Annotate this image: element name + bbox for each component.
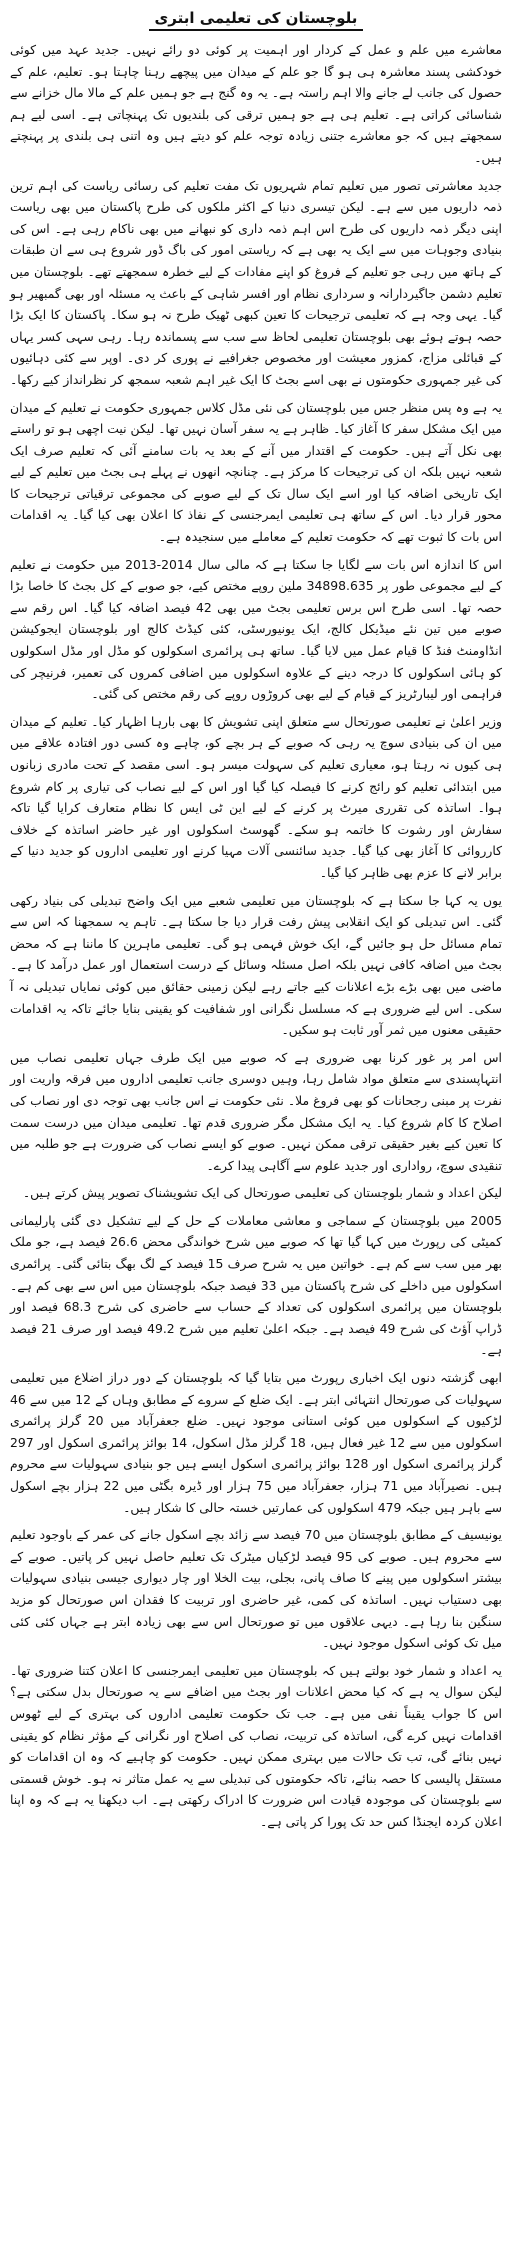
article-paragraph: ابھی گزشتہ دنوں ایک اخباری رپورٹ میں بتایا گیا کہ بلوچستان کے دور دراز اضلاع میں تعلیمی سہولیات کی صورتحال انتہائی ابتر ہے۔ ایک ضلع کے سروے کے مطابق وہاں کے 12 میں سے 46 لڑکیوں کے اسکولوں میں کوئی استانی موجود نہیں۔ ضلع جعفرآباد میں 20 گرلز پرائمری اسکولوں میں سے 12 غیر فعال ہیں، 18 گرلز مڈل اسکول، 14 بوائز پرائمری اسکول اور 297 گرلز پرائمری اسکول اور 128 بوائز پرائمری اسکول ایسے ہیں جو بنیادی سہولیات سے محروم ہیں۔ نصیرآباد میں 71 ہزار، جعفرآباد میں 75 ہزار اور ڈیرہ بگٹی میں 22 ہزار بچے اسکول سے باہر ہیں جبکہ 479 اسکولوں کی عمارتیں خستہ حالی کا شکار ہیں۔ — [10, 1370, 502, 1515]
article-paragraph: یہ ہے وہ پس منظر جس میں بلوچستان کی نئی مڈل کلاس جمہوری حکومت نے تعلیم کے میدان میں ایک مشکل سفر کا آغاز کیا۔ ظاہر ہے یہ سفر آسان نہیں تھا۔ لیکن نیت اچھی ہو تو راستے بھی نکل آتے ہیں۔ حکومت کے اقتدار میں آنے کے بعد یہ بات سامنے آئی کہ تعلیم صرف ایک شعبہ نہیں بلکہ ان کی ترجیحات کا مرکز ہے۔ چنانچہ انھوں نے پہلے ہی بجٹ میں تعلیم کے لیے ایک تاریخی اضافہ کیا اور اسے ایک سال تک کے لیے صوبے کی مجموعی ترقیاتی ترجیحات کا محور قرار دیا۔ اس کے ساتھ ہی تعلیمی ایمرجنسی کے نفاذ کا اعلان بھی کیا گیا۔ یہ اقدامات اس بات کا ثبوت تھے کہ حکومت تعلیم کے معاملے میں سنجیدہ ہے۔ — [10, 399, 502, 545]
article-paragraph: 2005 میں بلوچستان کے سماجی و معاشی معاملات کے حل کے لیے تشکیل دی گئی پارلیمانی کمیٹی کی رپورٹ میں کہا گیا تھا کہ صوبے میں شرح خواندگی محض 26.6 فیصد ہے، جو ملک بھر میں سب سے کم ہے۔ خواتین میں یہ شرح صرف 15 فیصد کے لگ بھگ بتائی گئی۔ پرائمری اسکولوں میں داخلے کی شرح پاکستان میں 33 فیصد جبکہ بلوچستان میں اس سے بھی کم ہے۔ بلوچستان میں پرائمری اسکولوں کی تعداد کے حساب سے حاضری کی شرح 68.3 فیصد اور ڈراپ آؤٹ کی شرح 49 فیصد ہے۔ جبکہ اعلیٰ تعلیم میں شرح 49.2 فیصد اور صرف 21 فیصد ہے۔ — [10, 1212, 502, 1358]
article-paragraph: یوں یہ کہا جا سکتا ہے کہ بلوچستان میں تعلیمی شعبے میں ایک واضح تبدیلی کی بنیاد رکھی گئی۔ اس تبدیلی کو ایک انقلابی پیش رفت قرار دیا جا سکتا ہے۔ تاہم یہ سمجھنا کہ اس سے تمام مسائل حل ہو جائیں گے، ایک خوش فہمی ہو گی۔ تعلیمی ماہرین کا ماننا ہے کہ محض بجٹ میں اضافہ کافی نہیں بلکہ اصل مسئلہ وسائل کے درست استعمال اور عمل درآمد کا ہے۔ ماضی میں بھی بڑے بڑے اعلانات کیے جاتے رہے لیکن زمینی حقائق میں کوئی نمایاں تبدیلی نہ آ سکی۔ اس لیے ضروری ہے کہ مسلسل نگرانی اور شفافیت کو یقینی بنایا جائے تاکہ یہ اقدامات حقیقی معنوں میں ثمر آور ثابت ہو سکیں۔ — [10, 892, 502, 1038]
article-body — [10, 39, 502, 1833]
article-paragraph: معاشرے میں علم و عمل کے کردار اور اہمیت پر کوئی دو رائے نہیں۔ جدید عہد میں کوئی خودکشی پسند معاشرہ ہی ہو گا جو علم کے میدان میں پیچھے رہنا چاہتا ہو۔ تعلیم، علم کے حصول کی جانب لے جانے والا اہم راستہ ہے۔ یہ وہ گنج ہے جو ہمیں علم کے مالا مال خزانے سے شناسائی کراتی ہے۔ تعلیم ہی ہے جو ہمیں ترقی کی بلندیوں تک پہنچاتی ہے۔ اسی لیے ہم سمجھتے ہیں کہ جو معاشرے جتنی زیادہ توجہ علم کو دیتے ہیں وہ اتنی ہی بلندی پر پہنچتے ہیں۔ — [10, 42, 502, 165]
article-paragraph: اس کا اندازہ اس بات سے لگایا جا سکتا ہے کہ مالی سال 2014-2013 میں حکومت نے تعلیم کے لیے مجموعی طور پر 34898.635 ملین روپے مختص کیے، جو صوبے کے کل بجٹ کا خاصا بڑا حصہ تھا۔ اسی طرح اس برس تعلیمی بجٹ میں بھی 42 فیصد اضافہ کیا گیا۔ اس رقم سے صوبے میں تین نئے میڈیکل کالج، ایک یونیورسٹی، کئی کیڈٹ کالج اور بلوچستان ایجوکیشن انڈاومنٹ فنڈ کا قیام عمل میں لایا گیا۔ ساتھ ہی پرائمری اسکولوں کو مڈل اور مڈل اسکولوں کو ہائی اسکولوں کا درجہ دینے کے علاوہ اسکولوں میں اضافی کمروں کی تعمیر، فرنیچر کی فراہمی اور لیبارٹریز کے قیام کے لیے بھی کروڑوں روپے کی رقم مختص کی گئی۔ — [10, 556, 502, 702]
article-paragraph: لیکن اعداد و شمار بلوچستان کی تعلیمی صورتحال کی ایک تشویشناک تصویر پیش کرتے ہیں۔ — [22, 1185, 502, 1201]
article-title: بلوچستان کی تعلیمی ابتری — [149, 9, 364, 31]
article-paragraph: وزیر اعلیٰ نے تعلیمی صورتحال سے متعلق اپنی تشویش کا بھی بارہا اظہار کیا۔ تعلیم کے میدان میں ان کی بنیادی سوچ یہ رہی کہ صوبے کے ہر بچے کو، چاہے وہ کسی دور افتادہ علاقے میں ہی کیوں نہ رہتا ہو، معیاری تعلیم کی سہولت میسر ہو۔ اسی مقصد کے تحت مادری زبانوں میں ابتدائی تعلیم کو رائج کرنے کا فیصلہ کیا گیا اور اس کے لیے نصاب کی تیاری پر کام شروع ہوا۔ اساتذہ کی تقرری میرٹ پر کرنے کے لیے این ٹی ایس کا نظام متعارف کرایا گیا تاکہ سفارش اور رشوت کا خاتمہ ہو سکے۔ گھوسٹ اسکولوں اور غیر حاضر اساتذہ کے خلاف کارروائی کا آغاز بھی کیا گیا۔ جدید سائنسی آلات مہیا کرنے اور تعلیمی اداروں کو جدید دنیا کے برابر لانے کا عزم بھی ظاہر کیا گیا۔ — [10, 713, 502, 880]
article-paragraph: جدید معاشرتی تصور میں تعلیم تمام شہریوں تک مفت تعلیم کی رسائی ریاست کی اہم ترین ذمہ داریوں میں سے ہے۔ لیکن تیسری دنیا کے اکثر ملکوں کی طرح پاکستان میں بھی ریاست اپنی دیگر ذمہ داریوں کی طرح اس اہم ذمہ داری کو نبھانے میں بھی ناکام رہی ہے۔ اس کی بنیادی وجوہات میں سے ایک یہ بھی ہے کہ ریاستی امور کی باگ ڈور شروع ہی سے ان طبقات کے ہاتھ میں رہی جو تعلیم کے فروغ کو اپنے مفادات کے لیے خطرہ سمجھتے تھے۔ بلوچستان میں تعلیم دشمن جاگیردارانہ و سرداری نظام اور افسر شاہی کے باعث یہ مسئلہ اور بھی گمبھیر ہو گیا۔ یہی وجہ ہے کہ تعلیمی ترجیحات کا تعین کبھی ٹھیک طرح نہ ہو سکا۔ پاکستان کا ایک بڑا حصہ ہوتے ہوئے بھی بلوچستان تعلیمی لحاظ سے سب سے پسماندہ رہا۔ رہی سہی کسر یہاں کے قبائلی مزاج، کمزور معیشت اور مخصوص جغرافیے نے پوری کر دی۔ اوپر سے کئی دہائیوں کی غیر جمہوری حکومتوں نے بھی اسے بجٹ کا ایک غیر اہم شعبہ سمجھ کر نظرانداز کیے رکھا۔ — [9, 177, 502, 387]
article-header — [10, 8, 502, 31]
article-paragraph: اس امر پر غور کرنا بھی ضروری ہے کہ صوبے میں ایک طرف جہاں تعلیمی نصاب میں انتہاپسندی سے متعلق مواد شامل رہا، وہیں دوسری جانب تعلیمی اداروں میں فرقہ واریت اور نفرت پر مبنی رجحانات کو بھی فروغ ملا۔ نئی حکومت نے اس جانب بھی توجہ دی اور نصاب کی اصلاح کا کام شروع کیا۔ یہ ایک مشکل مگر ضروری قدم تھا۔ تعلیمی میدان میں درست سمت کا تعین کیے بغیر حقیقی ترقی ممکن نہیں۔ صوبے کو ایسے نصاب کی ضرورت ہے جو طلبہ میں تنقیدی سوچ، رواداری اور جدید علوم سے آگاہی پیدا کرے۔ — [10, 1049, 502, 1173]
article-paragraph: یہ اعداد و شمار خود بولتے ہیں کہ بلوچستان میں تعلیمی ایمرجنسی کا اعلان کتنا ضروری تھا۔ لیکن سوال یہ ہے کہ کیا محض اعلانات اور بجٹ میں اضافے سے یہ صورتحال بدل سکتی ہے؟ اس کا جواب یقیناً نفی میں ہے۔ جب تک حکومت تعلیمی اداروں کی بہتری کے لیے ٹھوس اقدامات نہیں کرے گی، اساتذہ کی تربیت، نصاب کی اصلاح اور نگرانی کے مؤثر نظام کو یقینی نہیں بنائے گی، تب تک حالات میں بہتری ممکن نہیں۔ حکومت کو چاہیے کہ وہ ان اقدامات کو مستقل پالیسی کا حصہ بنائے، تاکہ حکومتوں کی تبدیلی سے یہ عمل متاثر نہ ہو۔ خوش قسمتی سے بلوچستان کی موجودہ قیادت اس ضرورت کا ادراک رکھتی ہے۔ اب دیکھنا یہ ہے کہ وہ اپنا اعلان کردہ ایجنڈا کس حد تک پورا کر پاتی ہے۔ — [10, 1662, 502, 1829]
article-paragraph: یونیسیف کے مطابق بلوچستان میں 70 فیصد سے زائد بچے اسکول جانے کی عمر کے باوجود تعلیم سے محروم ہیں۔ صوبے کی 95 فیصد لڑکیاں میٹرک تک تعلیم حاصل نہیں کر پاتیں۔ صوبے کے بیشتر اسکولوں میں پینے کا صاف پانی، بجلی، بیت الخلا اور چار دیواری جیسی بنیادی سہولیات بھی دستیاب نہیں۔ اساتذہ کی کمی، غیر حاضری اور تربیت کا فقدان اس صورتحال کو مزید سنگین بنا رہا ہے۔ دیہی علاقوں میں تو صورتحال اس سے بھی زیادہ ابتر ہے جہاں کئی کئی میل تک کوئی اسکول موجود نہیں۔ — [10, 1527, 502, 1651]
